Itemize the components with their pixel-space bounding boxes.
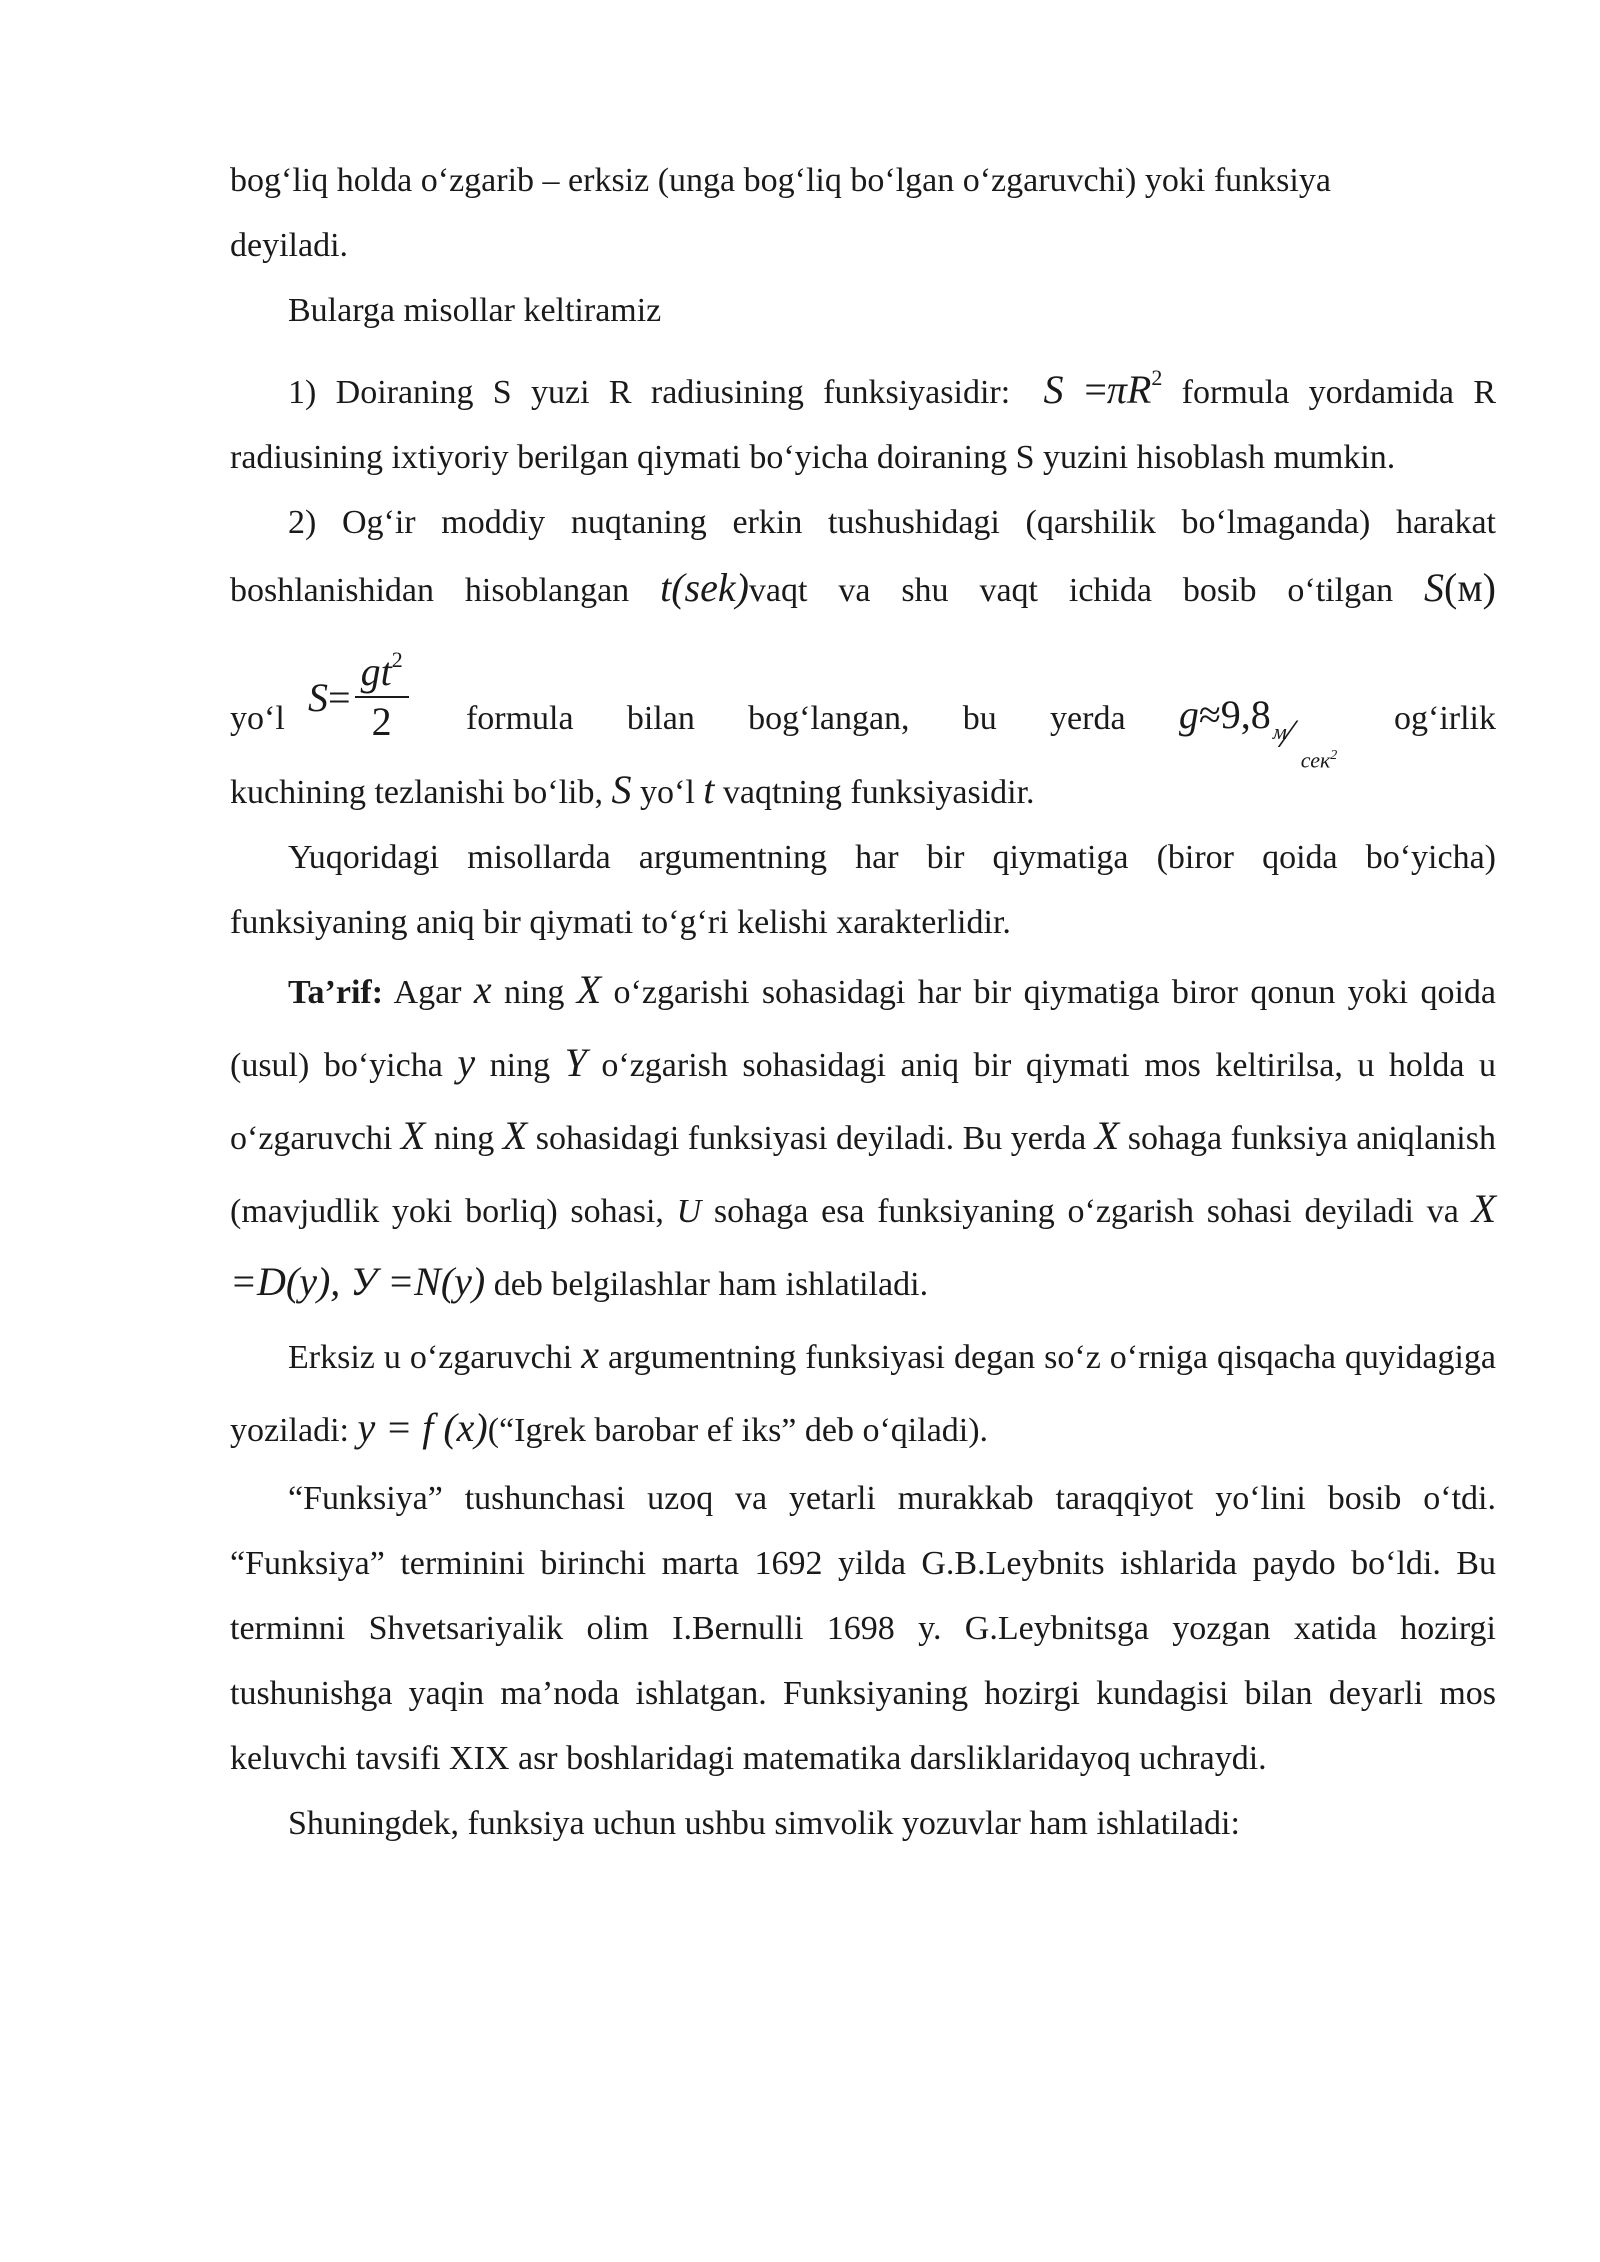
formula-function: y = f (x)	[357, 1405, 488, 1450]
unit-fraction	[1271, 703, 1341, 773]
math-symbol: π	[1106, 367, 1127, 412]
text: kuchining tezlanishi bo‘lib,	[230, 774, 612, 811]
text: ning	[491, 974, 577, 1011]
math-symbol: =	[1063, 367, 1107, 412]
math-exponent: 2	[1151, 365, 1163, 390]
text: sohasidagi funksiyasi deyiladi. Bu yerda	[527, 1120, 1095, 1157]
math-symbol: (sek)	[671, 565, 749, 610]
text: Agar	[383, 974, 474, 1011]
formula-circle-area	[1043, 365, 1163, 412]
math-symbol: S	[1043, 367, 1064, 412]
paragraph-symbolic	[230, 1791, 1496, 1856]
math-symbol: X	[502, 1113, 528, 1158]
text: Yuqoridagi misollarda argumentning har bir qiymatiga (biror qoida bo‘yicha) funksiyaning aniq bir qiymati to‘g‘ri kelishi xarakterlidir.	[230, 839, 1496, 941]
unit-denominator	[1301, 723, 1338, 792]
math-symbol: t	[660, 565, 672, 610]
math-symbol: (м)	[1444, 565, 1496, 610]
text-word: yerda	[1050, 700, 1126, 737]
text: deb belgilashlar ham ishlatiladi.	[485, 1266, 929, 1303]
text: formula yordamida R radiusining ixtiyoriy berilgan qiymati bo‘yicha doiraning S yuzini hisoblash mumkin.	[230, 374, 1497, 476]
math-symbol: t	[703, 767, 715, 812]
unit-text: сек	[1300, 747, 1331, 773]
fraction-slash: ⁄	[1284, 711, 1292, 756]
paragraph-notation	[230, 1320, 1496, 1466]
unit-numerator: м	[1272, 719, 1287, 744]
text-line: deyiladi.	[230, 227, 349, 264]
math-symbol: S	[308, 674, 329, 720]
math-symbol: =	[328, 674, 351, 720]
text: o‘zgarish sohasidagi aniq bir qiymati mos keltirilsa, u holda u o‘zgaruvchi	[230, 1047, 1496, 1157]
math-exponent: 2	[391, 647, 403, 672]
formula-line-fall	[230, 637, 1496, 773]
text: sohaga funksiya aniqlanish (mavjudlik yoki borliq) sohasi,	[230, 1120, 1496, 1230]
text: vaqt va shu vaqt ichida bosib o‘tilgan	[748, 572, 1425, 609]
text: o‘zgarishi sohasidagi har bir qiymatiga biror qonun yoki qoida (usul) bo‘yicha	[230, 974, 1496, 1084]
text: Erksiz u o‘zgaruvchi	[288, 1339, 582, 1376]
text-yol: yo‘l	[230, 700, 285, 737]
text-word: bilan	[626, 700, 695, 737]
text: yo‘l	[631, 774, 704, 811]
text-word: og‘irlik	[1394, 700, 1496, 737]
text: ning	[475, 1047, 565, 1084]
paragraph-continued	[230, 148, 1496, 278]
formula-gravity	[1178, 682, 1341, 773]
text-line: bog‘liq holda o‘zgarib – erksiz (unga bog‘liq bo‘lgan o‘zgaruvchi) yoki funksiya	[230, 162, 1331, 199]
paragraph-example-1	[230, 357, 1496, 490]
math-symbol: R	[1126, 367, 1152, 412]
formula-fall-distance	[308, 647, 413, 744]
fraction-numerator	[355, 647, 409, 698]
fraction	[355, 647, 409, 744]
text: Bularga misollar keltiramiz	[288, 292, 662, 329]
text: “Funksiya” tushunchasi uzoq va yetarli murakkab taraqqiyot yo‘lini bosib o‘tdi. “Funksiya” terminini birinchi marta 1692 yilda G.B.Leybnits ishlarida paydo bo‘ldi. Bu terminni Shvetsariyalik olim I.Bernulli 1698 y. G.Leybnitsga yozgan xatida hozirgi tushunishga yaqin ma’noda ishlatgan. Funksiyaning hozirgi kundagisi bilan deyarli mos keluvchi tavsifi XIX asr boshlaridagi matematika darsliklaridayoq uchraydi.	[230, 1480, 1496, 1777]
text: Shuningdek, funksiya uchun ushbu simvolik yozuvlar ham ishlatiladi:	[288, 1805, 1240, 1842]
paragraph-definition	[230, 955, 1496, 1320]
math-symbol: x	[473, 967, 492, 1012]
math-symbol: X	[576, 967, 602, 1012]
paragraph-example-2	[230, 490, 1496, 623]
text: sohaga esa funksiyaning o‘zgarish sohasi deyiladi va	[701, 1193, 1472, 1230]
text-word: bu	[962, 700, 997, 737]
paragraph-examples-intro	[230, 278, 1496, 343]
text: 1) Doiraning S yuzi R radiusining funksiyasidir:	[288, 374, 1011, 411]
math-symbol: Y	[564, 1040, 587, 1085]
document-page	[230, 148, 1496, 1856]
text: argumentning funksiyasi degan so‘z o‘rniga qisqacha quyidagiga yoziladi:	[230, 1339, 1496, 1449]
fraction-denominator: 2	[371, 699, 392, 744]
math-symbol: ≈9,8	[1198, 692, 1271, 737]
math-symbol: g	[1178, 692, 1199, 737]
math-symbol: gt	[360, 649, 392, 694]
definition-label: Ta’rif:	[288, 974, 384, 1011]
math-symbol: S	[611, 767, 632, 812]
text: vaqtning funksiyasidir.	[714, 774, 1035, 811]
text: (“Igrek barobar ef iks” deb o‘qiladi).	[487, 1412, 989, 1449]
text: 2) Og‘ir moddiy nuqtaning erkin tushushidagi (qarshilik bo‘lmaganda) harakat boshlanishidan hisoblangan	[230, 504, 1496, 609]
math-symbol: y	[457, 1040, 476, 1085]
math-symbol: S	[1424, 565, 1445, 610]
text-word: bog‘langan,	[748, 700, 910, 737]
math-symbol: U	[676, 1193, 702, 1230]
text-word: formula	[465, 700, 574, 737]
text	[230, 686, 285, 757]
math-symbol: x	[581, 1332, 599, 1377]
text: ning	[425, 1120, 503, 1157]
paragraph-history	[230, 1466, 1496, 1791]
formula-domain-range: X =D(y), У =N(y)	[230, 1186, 1496, 1304]
unit-exponent: 2	[1330, 748, 1338, 763]
paragraph-observation	[230, 825, 1496, 955]
math-symbol: X	[400, 1113, 426, 1158]
math-symbol: X	[1094, 1113, 1120, 1158]
